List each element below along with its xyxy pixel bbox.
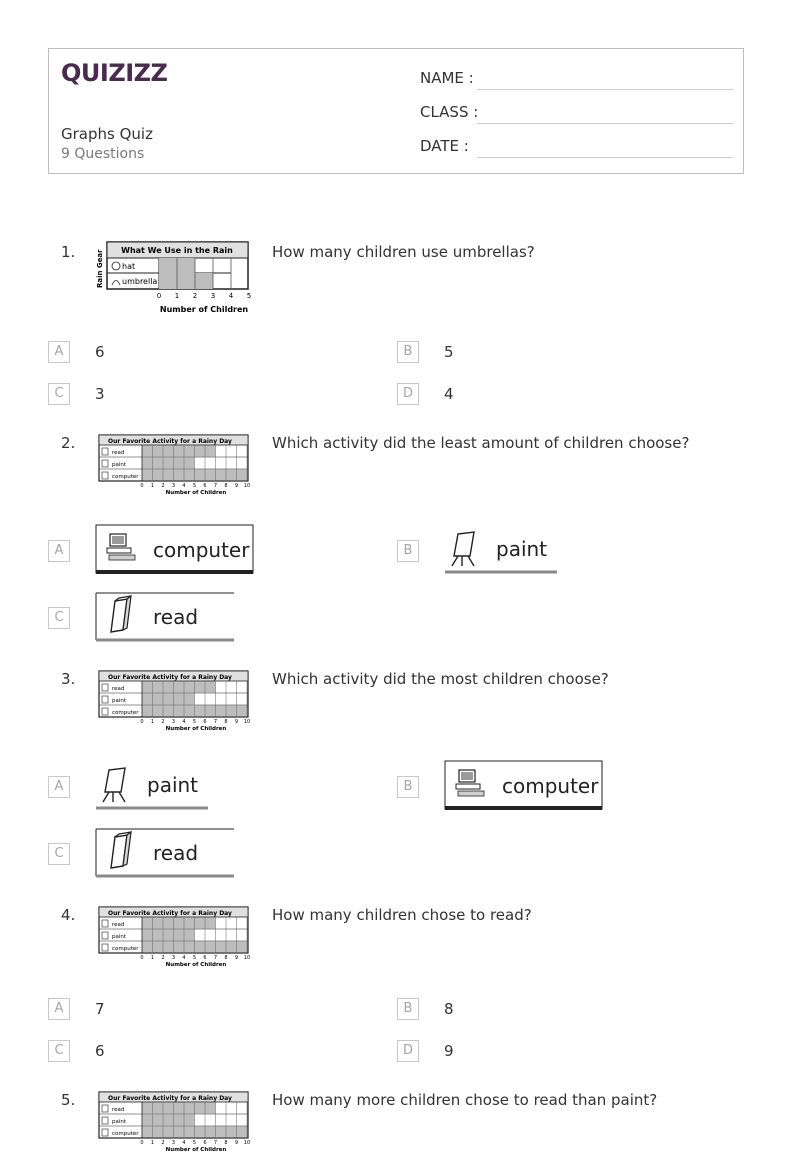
activity-tick-label: 5 xyxy=(192,483,197,489)
paint-option-card[interactable] xyxy=(95,762,211,812)
rain-tick-label: 4 xyxy=(228,292,234,300)
svg-text:paint: paint xyxy=(496,537,548,561)
quiz-title: Graphs Quiz xyxy=(61,125,153,143)
svg-text:computer: computer xyxy=(502,774,599,798)
activity-row-label: read xyxy=(112,1107,125,1113)
activity-tick-label: 5 xyxy=(192,719,197,725)
option-letter-b[interactable]: B xyxy=(397,341,419,363)
activity-tick-label: 1 xyxy=(150,719,155,725)
activity-row-label: paint xyxy=(112,934,127,940)
option-letter-d[interactable]: D xyxy=(397,1040,419,1062)
activity-tick-label: 3 xyxy=(171,719,176,725)
activity-row-label: computer xyxy=(112,1131,139,1137)
svg-text:computer: computer xyxy=(153,538,250,562)
umbrella-icon xyxy=(112,281,120,286)
activity-tick-label: 2 xyxy=(161,719,165,725)
read-option-card[interactable] xyxy=(95,828,235,880)
activity-tick-label: 8 xyxy=(224,955,228,961)
activity-row-label: paint xyxy=(112,1119,127,1125)
date-label: DATE : xyxy=(420,137,469,155)
svg-text:read: read xyxy=(153,605,199,629)
read-option-card[interactable] xyxy=(95,592,235,644)
activity-bar xyxy=(142,1103,216,1114)
svg-text:paint: paint xyxy=(147,773,199,797)
computer-option-card[interactable] xyxy=(444,760,604,812)
activity-tick-label: 7 xyxy=(213,955,218,961)
activity-tick-label: 10 xyxy=(243,1140,250,1146)
activity-bar xyxy=(142,1115,195,1126)
activity-tick-label: 9 xyxy=(234,483,239,489)
question-text: How many more children chose to read than paint? xyxy=(272,1091,658,1109)
hat-icon xyxy=(112,262,120,270)
activity-tick-label: 6 xyxy=(203,719,207,725)
activity-tick-label: 3 xyxy=(171,955,176,961)
question-text: Which activity did the least amount of children choose? xyxy=(272,434,690,452)
option-letter-a[interactable]: A xyxy=(48,998,70,1020)
question-text: How many children use umbrellas? xyxy=(272,243,535,261)
option-text[interactable]: 6 xyxy=(95,343,105,361)
activity-tick-label: 10 xyxy=(243,483,250,489)
option-text[interactable]: 4 xyxy=(444,385,454,403)
book-icon xyxy=(111,832,131,868)
rain-row-label: hat xyxy=(122,262,136,271)
activity-chart-title: Our Favorite Activity for a Rainy Day xyxy=(108,1095,232,1102)
option-letter-d[interactable]: D xyxy=(397,383,419,405)
activity-icon xyxy=(102,708,108,715)
activity-chart-title: Our Favorite Activity for a Rainy Day xyxy=(108,910,232,917)
activity-row-label: read xyxy=(112,922,125,928)
activity-row-label: computer xyxy=(112,946,139,952)
class-label: CLASS : xyxy=(420,103,479,121)
activity-chart-xlabel: Number of Children xyxy=(165,962,227,968)
svg-text:read: read xyxy=(153,841,199,865)
activity-tick-label: 7 xyxy=(213,483,218,489)
activity-bar xyxy=(142,930,195,941)
easel-icon xyxy=(103,768,125,802)
activity-tick-label: 6 xyxy=(203,1140,207,1146)
option-letter-b[interactable]: B xyxy=(397,540,419,562)
activity-tick-label: 1 xyxy=(150,1140,155,1146)
rain-chart-ticks xyxy=(157,292,251,300)
option-letter-c[interactable]: C xyxy=(48,843,70,865)
activity-tick-label: 0 xyxy=(140,955,144,961)
activity-chart-xlabel: Number of Children xyxy=(165,490,227,496)
activity-tick-label: 5 xyxy=(192,1140,197,1146)
activity-icon xyxy=(102,1105,108,1112)
rain-chart-xlabel: Number of Children xyxy=(159,305,249,314)
activity-tick-label: 10 xyxy=(243,719,250,725)
activity-chart-thumbnail xyxy=(98,1091,250,1155)
activity-tick-label: 7 xyxy=(213,1140,218,1146)
activity-tick-label: 9 xyxy=(234,955,239,961)
question-text: How many children chose to read? xyxy=(272,906,532,924)
option-letter-b[interactable]: B xyxy=(397,998,419,1020)
activity-tick-label: 4 xyxy=(182,1140,186,1146)
question-number: 3. xyxy=(61,670,76,688)
option-text[interactable]: 9 xyxy=(444,1042,454,1060)
question-count: 9 Questions xyxy=(61,146,145,162)
activity-row-label: paint xyxy=(112,698,127,704)
option-text[interactable]: 5 xyxy=(444,343,454,361)
activity-tick-label: 2 xyxy=(161,483,165,489)
rain-chart-title: What We Use in the Rain xyxy=(121,246,233,255)
activity-chart-thumbnail xyxy=(98,434,250,498)
activity-tick-label: 4 xyxy=(182,483,186,489)
paint-option-card[interactable] xyxy=(444,526,560,576)
question-number: 5. xyxy=(61,1091,76,1109)
activity-icon xyxy=(102,460,108,467)
activity-row-label: computer xyxy=(112,710,139,716)
activity-chart-thumbnail xyxy=(98,906,250,970)
activity-icon xyxy=(102,472,108,479)
class-line xyxy=(477,123,733,124)
option-text[interactable]: 7 xyxy=(95,1000,105,1018)
activity-chart-title: Our Favorite Activity for a Rainy Day xyxy=(108,438,232,445)
activity-tick-label: 4 xyxy=(182,719,186,725)
activity-row-label: read xyxy=(112,686,125,692)
activity-tick-label: 0 xyxy=(140,719,144,725)
activity-tick-label: 1 xyxy=(150,483,155,489)
activity-tick-label: 2 xyxy=(161,1140,165,1146)
activity-tick-label: 8 xyxy=(224,483,228,489)
question-text: Which activity did the most children choose? xyxy=(272,670,609,688)
activity-chart-xlabel: Number of Children xyxy=(165,1147,227,1153)
activity-tick-label: 0 xyxy=(140,1140,144,1146)
activity-tick-label: 1 xyxy=(150,955,155,961)
activity-tick-label: 5 xyxy=(192,955,197,961)
activity-tick-label: 8 xyxy=(224,1140,228,1146)
name-line xyxy=(477,89,733,90)
activity-tick-label: 6 xyxy=(203,955,207,961)
question-number: 1. xyxy=(61,243,76,261)
activity-icon xyxy=(102,944,108,951)
rain-row-label: umbrella xyxy=(122,277,158,286)
activity-chart-title: Our Favorite Activity for a Rainy Day xyxy=(108,674,232,681)
activity-bar xyxy=(142,694,195,705)
activity-icon xyxy=(102,1129,108,1136)
activity-bar xyxy=(142,446,216,457)
option-letter-c[interactable]: C xyxy=(48,607,70,629)
activity-icon xyxy=(102,920,108,927)
activity-row-label: paint xyxy=(112,462,127,468)
rain-tick-label: 3 xyxy=(210,292,216,300)
question-number: 4. xyxy=(61,906,76,924)
option-text[interactable]: 8 xyxy=(444,1000,454,1018)
activity-tick-label: 2 xyxy=(161,955,165,961)
activity-row-label: read xyxy=(112,450,125,456)
option-text[interactable]: 6 xyxy=(95,1042,105,1060)
activity-bar xyxy=(142,682,216,693)
easel-icon xyxy=(452,532,474,566)
name-label: NAME : xyxy=(420,69,474,87)
activity-icon xyxy=(102,932,108,939)
option-letter-a[interactable]: A xyxy=(48,341,70,363)
activity-tick-label: 3 xyxy=(171,1140,176,1146)
activity-icon xyxy=(102,684,108,691)
rain-tick-label: 1 xyxy=(174,292,180,300)
option-letter-c[interactable]: C xyxy=(48,1040,70,1062)
activity-icon xyxy=(102,448,108,455)
worksheet-header xyxy=(48,48,744,174)
rain-tick-label: 0 xyxy=(156,292,162,300)
rain-chart-ylabel: Rain Gear xyxy=(96,249,104,288)
activity-icon xyxy=(102,696,108,703)
computer-option-card[interactable] xyxy=(95,524,255,576)
activity-tick-label: 10 xyxy=(243,955,250,961)
rain-tick-label: 5 xyxy=(246,292,252,300)
rain-tick-label: 2 xyxy=(192,292,198,300)
activity-chart-thumbnail xyxy=(98,670,250,734)
option-letter-c[interactable]: C xyxy=(48,383,70,405)
activity-tick-label: 4 xyxy=(182,955,186,961)
activity-tick-label: 7 xyxy=(213,719,218,725)
option-letter-a[interactable]: A xyxy=(48,776,70,798)
option-letter-a[interactable]: A xyxy=(48,540,70,562)
activity-tick-label: 9 xyxy=(234,719,239,725)
option-text[interactable]: 3 xyxy=(95,385,105,403)
rain-gear-chart-thumbnail xyxy=(94,240,254,318)
book-icon xyxy=(111,596,131,632)
activity-tick-label: 3 xyxy=(171,483,176,489)
activity-tick-label: 9 xyxy=(234,1140,239,1146)
activity-tick-label: 8 xyxy=(224,719,228,725)
option-letter-b[interactable]: B xyxy=(397,776,419,798)
activity-tick-label: 6 xyxy=(203,483,207,489)
activity-chart-xlabel: Number of Children xyxy=(165,726,227,732)
activity-row-label: computer xyxy=(112,474,139,480)
activity-bar xyxy=(142,458,195,469)
activity-tick-label: 0 xyxy=(140,483,144,489)
date-line xyxy=(477,157,733,158)
quizizz-logo: QUIZIZZ xyxy=(61,59,168,87)
question-number: 2. xyxy=(61,434,76,452)
activity-bar xyxy=(142,918,216,929)
